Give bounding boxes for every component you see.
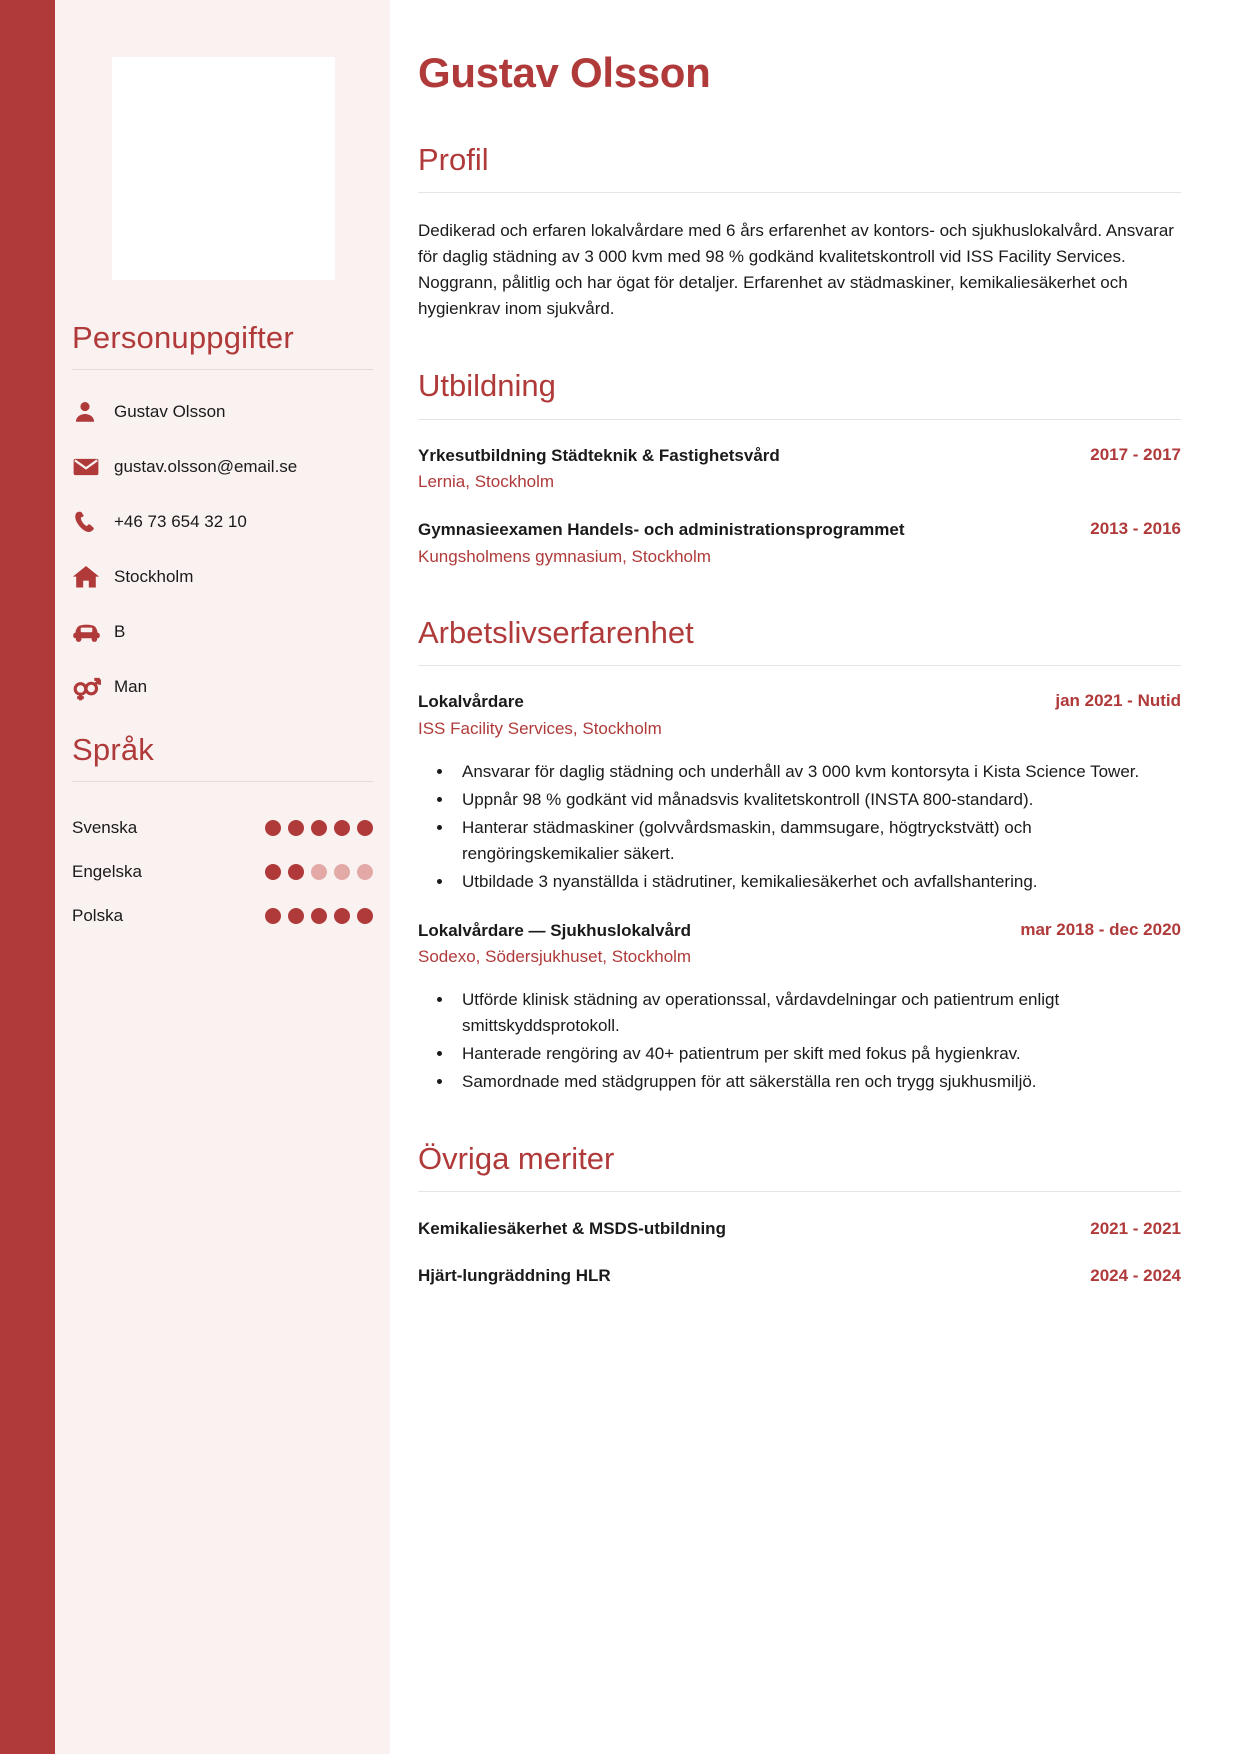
language-label: Engelska (72, 862, 142, 881)
education-date: 2017 - 2017 (1090, 444, 1181, 464)
language-list (72, 806, 390, 938)
rating-dot (357, 820, 373, 836)
language-rating-engelska (265, 864, 373, 880)
phone-icon (72, 509, 114, 536)
rating-dot (334, 820, 350, 836)
contact-row-name (72, 392, 390, 432)
education-title: Yrkesutbildning Städteknik & Fastighetsvård (418, 445, 780, 465)
bullet-item: • Ansvarar för daglig städning och underhåll av 3 000 kvm kontorsyta i Kista Science Tower. (454, 759, 1181, 785)
rating-dot (311, 820, 327, 836)
experience-place: Sodexo, Södersjukhuset, Stockholm (418, 947, 692, 967)
contact-value-name: Gustav Olsson (114, 401, 226, 421)
language-heading: Språk (72, 732, 154, 767)
car-icon (72, 618, 114, 647)
merit-date: 2024 - 2024 (1090, 1266, 1181, 1286)
language-label: Polska (72, 906, 124, 925)
education-title: Gymnasieexamen Handels- och administrationsprogrammet (418, 520, 905, 540)
experience-date: jan 2021 - Nutid (1055, 690, 1181, 710)
contact-value-location: Stockholm (114, 566, 194, 586)
rating-dot (288, 820, 304, 836)
rating-dot (265, 820, 281, 836)
language-row-engelska (72, 850, 373, 894)
bullet-item: • Hanterar städmaskiner (golvvårdsmaskin, dammsugare, högtryckstvätt) och rengöringskemikalier säkert. (454, 815, 1181, 867)
merit-title: Hjärt-lungräddning HLR (418, 1266, 611, 1286)
rating-dot (311, 908, 327, 924)
contact-value-gender: Man (114, 676, 148, 696)
section-divider-experience (418, 665, 1181, 666)
profile-photo-placeholder (112, 57, 335, 280)
bullet-item: • Hanterade rengöring av 40+ patientrum per skift med fokus på hygienkrav. (454, 1041, 1181, 1067)
merit-entry (418, 1266, 1181, 1286)
contact-value-license: B (114, 621, 126, 641)
person-icon (72, 399, 114, 425)
experience-title: Lokalvårdare — Sjukhuslokalvård (418, 920, 692, 940)
contact-row-location (72, 557, 390, 597)
experience-place: ISS Facility Services, Stockholm (418, 718, 662, 738)
rating-dot (265, 864, 281, 880)
contact-value-phone: +46 73 654 32 10 (114, 511, 247, 531)
rating-dot (288, 908, 304, 924)
merit-entry (418, 1219, 1181, 1239)
section-divider-education (418, 419, 1181, 420)
section-heading-other-merits: Övriga meriter (418, 1141, 615, 1177)
contact-row-license (72, 612, 390, 652)
experience-date: mar 2018 - dec 2020 (1020, 919, 1181, 939)
merit-date: 2021 - 2021 (1090, 1219, 1181, 1239)
envelope-icon (72, 453, 114, 481)
language-rating-polska (265, 908, 373, 924)
bullet-item: • Utförde klinisk städning av operationssal, vårdavdelningar och patientrum enligt smittskyddsprotokoll. (454, 987, 1181, 1039)
language-label: Svenska (72, 818, 138, 837)
personal-details-divider (72, 369, 373, 370)
rating-dot-empty (357, 864, 373, 880)
section-heading-profile: Profil (418, 142, 489, 178)
education-entry (418, 444, 1181, 495)
rating-dot-empty (311, 864, 327, 880)
contact-row-email (72, 447, 390, 487)
language-row-svenska (72, 806, 373, 850)
experience-entry (418, 690, 1181, 895)
profile-text: Dedikerad och erfaren lokalvårdare med 6 års erfarenhet av kontors- och sjukhuslokalvård. Ansvarar för daglig städning av 3 000 kvm med 98 % godkänd kvalitetskontroll vid ISS Facility Services. Noggrann, pålitlig och har ögat för detaljer. Erfarenhet av städmaskiner, kemikaliesäkerhet och hygienkrav inom sjukvård. (418, 221, 1174, 319)
home-icon (72, 563, 114, 591)
language-row-polska (72, 894, 373, 938)
page-title: Gustav Olsson (418, 49, 711, 96)
section-divider-other-merits (418, 1191, 1181, 1192)
gender-icon (72, 673, 114, 702)
bullet-item: • Uppnår 98 % godkänt vid månadsvis kvalitetskontroll (INSTA 800-standard). (454, 787, 1181, 813)
merit-title: Kemikaliesäkerhet & MSDS-utbildning (418, 1219, 726, 1239)
bullet-item: • Utbildade 3 nyanställda i städrutiner, kemikaliesäkerhet och avfallshantering. (454, 869, 1181, 895)
sidebar (55, 0, 390, 1754)
bullet-item: • Samordnade med städgruppen för att säkerställa ren och trygg sjukhusmiljö. (454, 1069, 1181, 1095)
language-rating-svenska (265, 820, 373, 836)
contact-row-gender (72, 667, 390, 707)
left-accent-bar (0, 0, 55, 1754)
language-divider (72, 781, 373, 782)
education-place: Kungsholmens gymnasium, Stockholm (418, 546, 711, 566)
experience-entry (418, 919, 1181, 1096)
section-heading-experience: Arbetslivserfarenhet (418, 614, 694, 650)
rating-dot (334, 908, 350, 924)
personal-details-heading: Personuppgifter (72, 320, 294, 355)
section-heading-education: Utbildning (418, 368, 556, 404)
education-entry (418, 518, 1181, 569)
experience-title: Lokalvårdare (418, 691, 524, 711)
rating-dot (357, 908, 373, 924)
experience-bullets (454, 759, 1181, 895)
contact-row-phone (72, 502, 390, 542)
rating-dot (288, 864, 304, 880)
main-content (390, 0, 1241, 1754)
contact-value-email: gustav.olsson@email.se (114, 456, 298, 476)
contact-list (72, 392, 390, 707)
education-place: Lernia, Stockholm (418, 472, 555, 492)
education-date: 2013 - 2016 (1090, 519, 1181, 539)
experience-bullets (454, 987, 1181, 1095)
rating-dot (265, 908, 281, 924)
section-divider-profile (418, 192, 1181, 193)
rating-dot-empty (334, 864, 350, 880)
